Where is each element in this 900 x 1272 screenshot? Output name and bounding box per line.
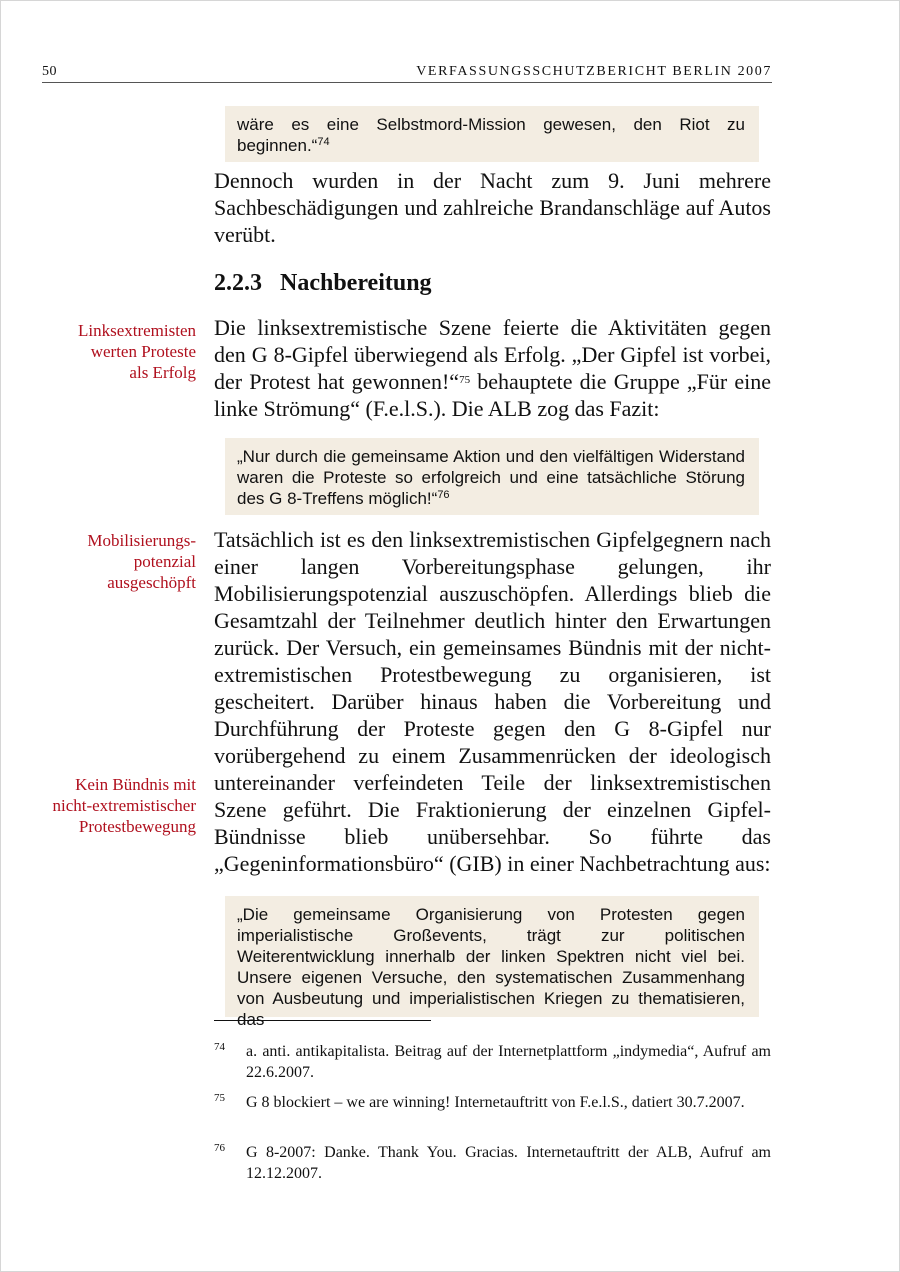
margin-note-3: [16, 774, 196, 837]
margin-note-3-line: Kein Bündnis mit: [75, 775, 196, 794]
paragraph-2-text: Die linksextremistische Szene feierte die Aktivitäten gegen den G 8-Gipfel überwiegend als Erfolg. „Der Gipfel ist vorbei, der Protest hat gewonnen!“: [214, 315, 771, 394]
paragraph-2: [214, 314, 771, 422]
margin-note-1-line: werten Proteste: [90, 342, 196, 361]
footnote-text: a. anti. antikapitalista. Beitrag auf der Internetplattform „indymedia“, Aufruf am 22.6.2007.: [246, 1043, 771, 1081]
paragraph-1: Dennoch wurden in der Nacht zum 9. Juni mehrere Sachbeschädigungen und zahlreiche Brandanschläge auf Autos verübt.: [214, 168, 771, 247]
margin-note-2-line: Mobilisierungs-: [87, 531, 196, 550]
paragraph-3: Tatsächlich ist es den linksextremistischen Gipfelgegnern nach einer langen Vorbereitungsphase gelungen, ihr Mobilisierungspotenzial auszuschöpfen. Allerdings blieb die Gesamtzahl der Teilnehmer deutlich hinter den Erwartungen zurück. Der Versuch, ein gemeinsames Bündnis mit der nicht-extremistischen Protestbewegung zu organisieren, ist gescheitert. Darüber hinaus haben die Vorbereitung und Durchführung der Proteste gegen den G 8-Gipfel nur vorübergehend zu einem Zusammenrücken der ideologisch untereinander verfeindeten Teile der linksextremistischen Szene geführt. Die Fraktionierung der einzelnen Gipfel-Bündnisse blieb unübersehbar. So führte das „Gegeninformationsbüro“ (GIB) in einer Nachbetrachtung aus:: [214, 527, 771, 876]
section-title: Nachbereitung: [280, 270, 432, 296]
footnote-number: 75: [214, 1092, 225, 1104]
quote-block-2: [225, 438, 759, 515]
margin-note-1: [16, 320, 196, 383]
quote-2-text: „Nur durch die gemeinsame Aktion und den vielfältigen Widerstand waren die Proteste so erfolgreich und eine tatsächliche Störung des G 8-Treffens möglich!“: [237, 447, 745, 508]
quote-2-footnote-ref[interactable]: 76: [437, 489, 450, 501]
footnote-74: [214, 1041, 771, 1083]
quote-3-text: „Die gemeinsame Organisierung von Protesten gegen imperialistische Großevents, trägt zur politischen Weiterentwicklung innerhalb der linken Spektren nicht viel bei. Unsere eigenen Versuche, den systematischen Zusammenhang von Ausbeutung und imperialistischen Kriegen zu thematisieren, das: [237, 905, 745, 1029]
margin-note-2-line: potenzial: [133, 552, 196, 571]
footnote-text: G 8-2007: Danke. Thank You. Gracias. Internetauftritt der ALB, Aufruf am 12.12.2007.: [246, 1144, 771, 1182]
footnote-75: [214, 1092, 771, 1113]
margin-note-3-line: Protestbewegung: [78, 817, 196, 836]
running-title: VERFASSUNGSSCHUTZBERICHT BERLIN 2007: [416, 64, 772, 79]
footnote-ref-75[interactable]: 75: [459, 374, 471, 386]
page-number: 50: [42, 64, 57, 79]
margin-note-3-line: nicht-extremistischer: [52, 796, 196, 815]
quote-block-3: [225, 896, 759, 1029]
section-heading: [214, 270, 432, 297]
margin-note-2-line: ausgeschöpft: [107, 573, 196, 592]
footnote-text: G 8 blockiert – we are winning! Internetauftritt von F.e.l.S., datiert 30.7.2007.: [246, 1094, 745, 1111]
footnote-divider: [214, 1020, 431, 1021]
paragraph-2-text-cont: behauptete die Gruppe „Für eine linke Strömung“ (F.e.l.S.). Die ALB zog das Fazit:: [214, 369, 771, 421]
quote-block-1: [225, 106, 759, 162]
quote-1-footnote-ref[interactable]: 74: [317, 136, 330, 148]
footnote-number: 76: [214, 1142, 225, 1154]
footnote-number: 74: [214, 1041, 225, 1053]
section-number: 2.2.3: [214, 270, 262, 296]
margin-note-2: [16, 530, 196, 593]
margin-note-1-line: Linksextremisten: [77, 321, 196, 340]
quote-1-text: wäre es eine Selbstmord-Mission gewesen, den Riot zu beginnen.“: [237, 115, 745, 155]
margin-note-1-line: als Erfolg: [129, 363, 196, 382]
footnote-76: [214, 1142, 771, 1184]
page-header: [42, 64, 772, 83]
